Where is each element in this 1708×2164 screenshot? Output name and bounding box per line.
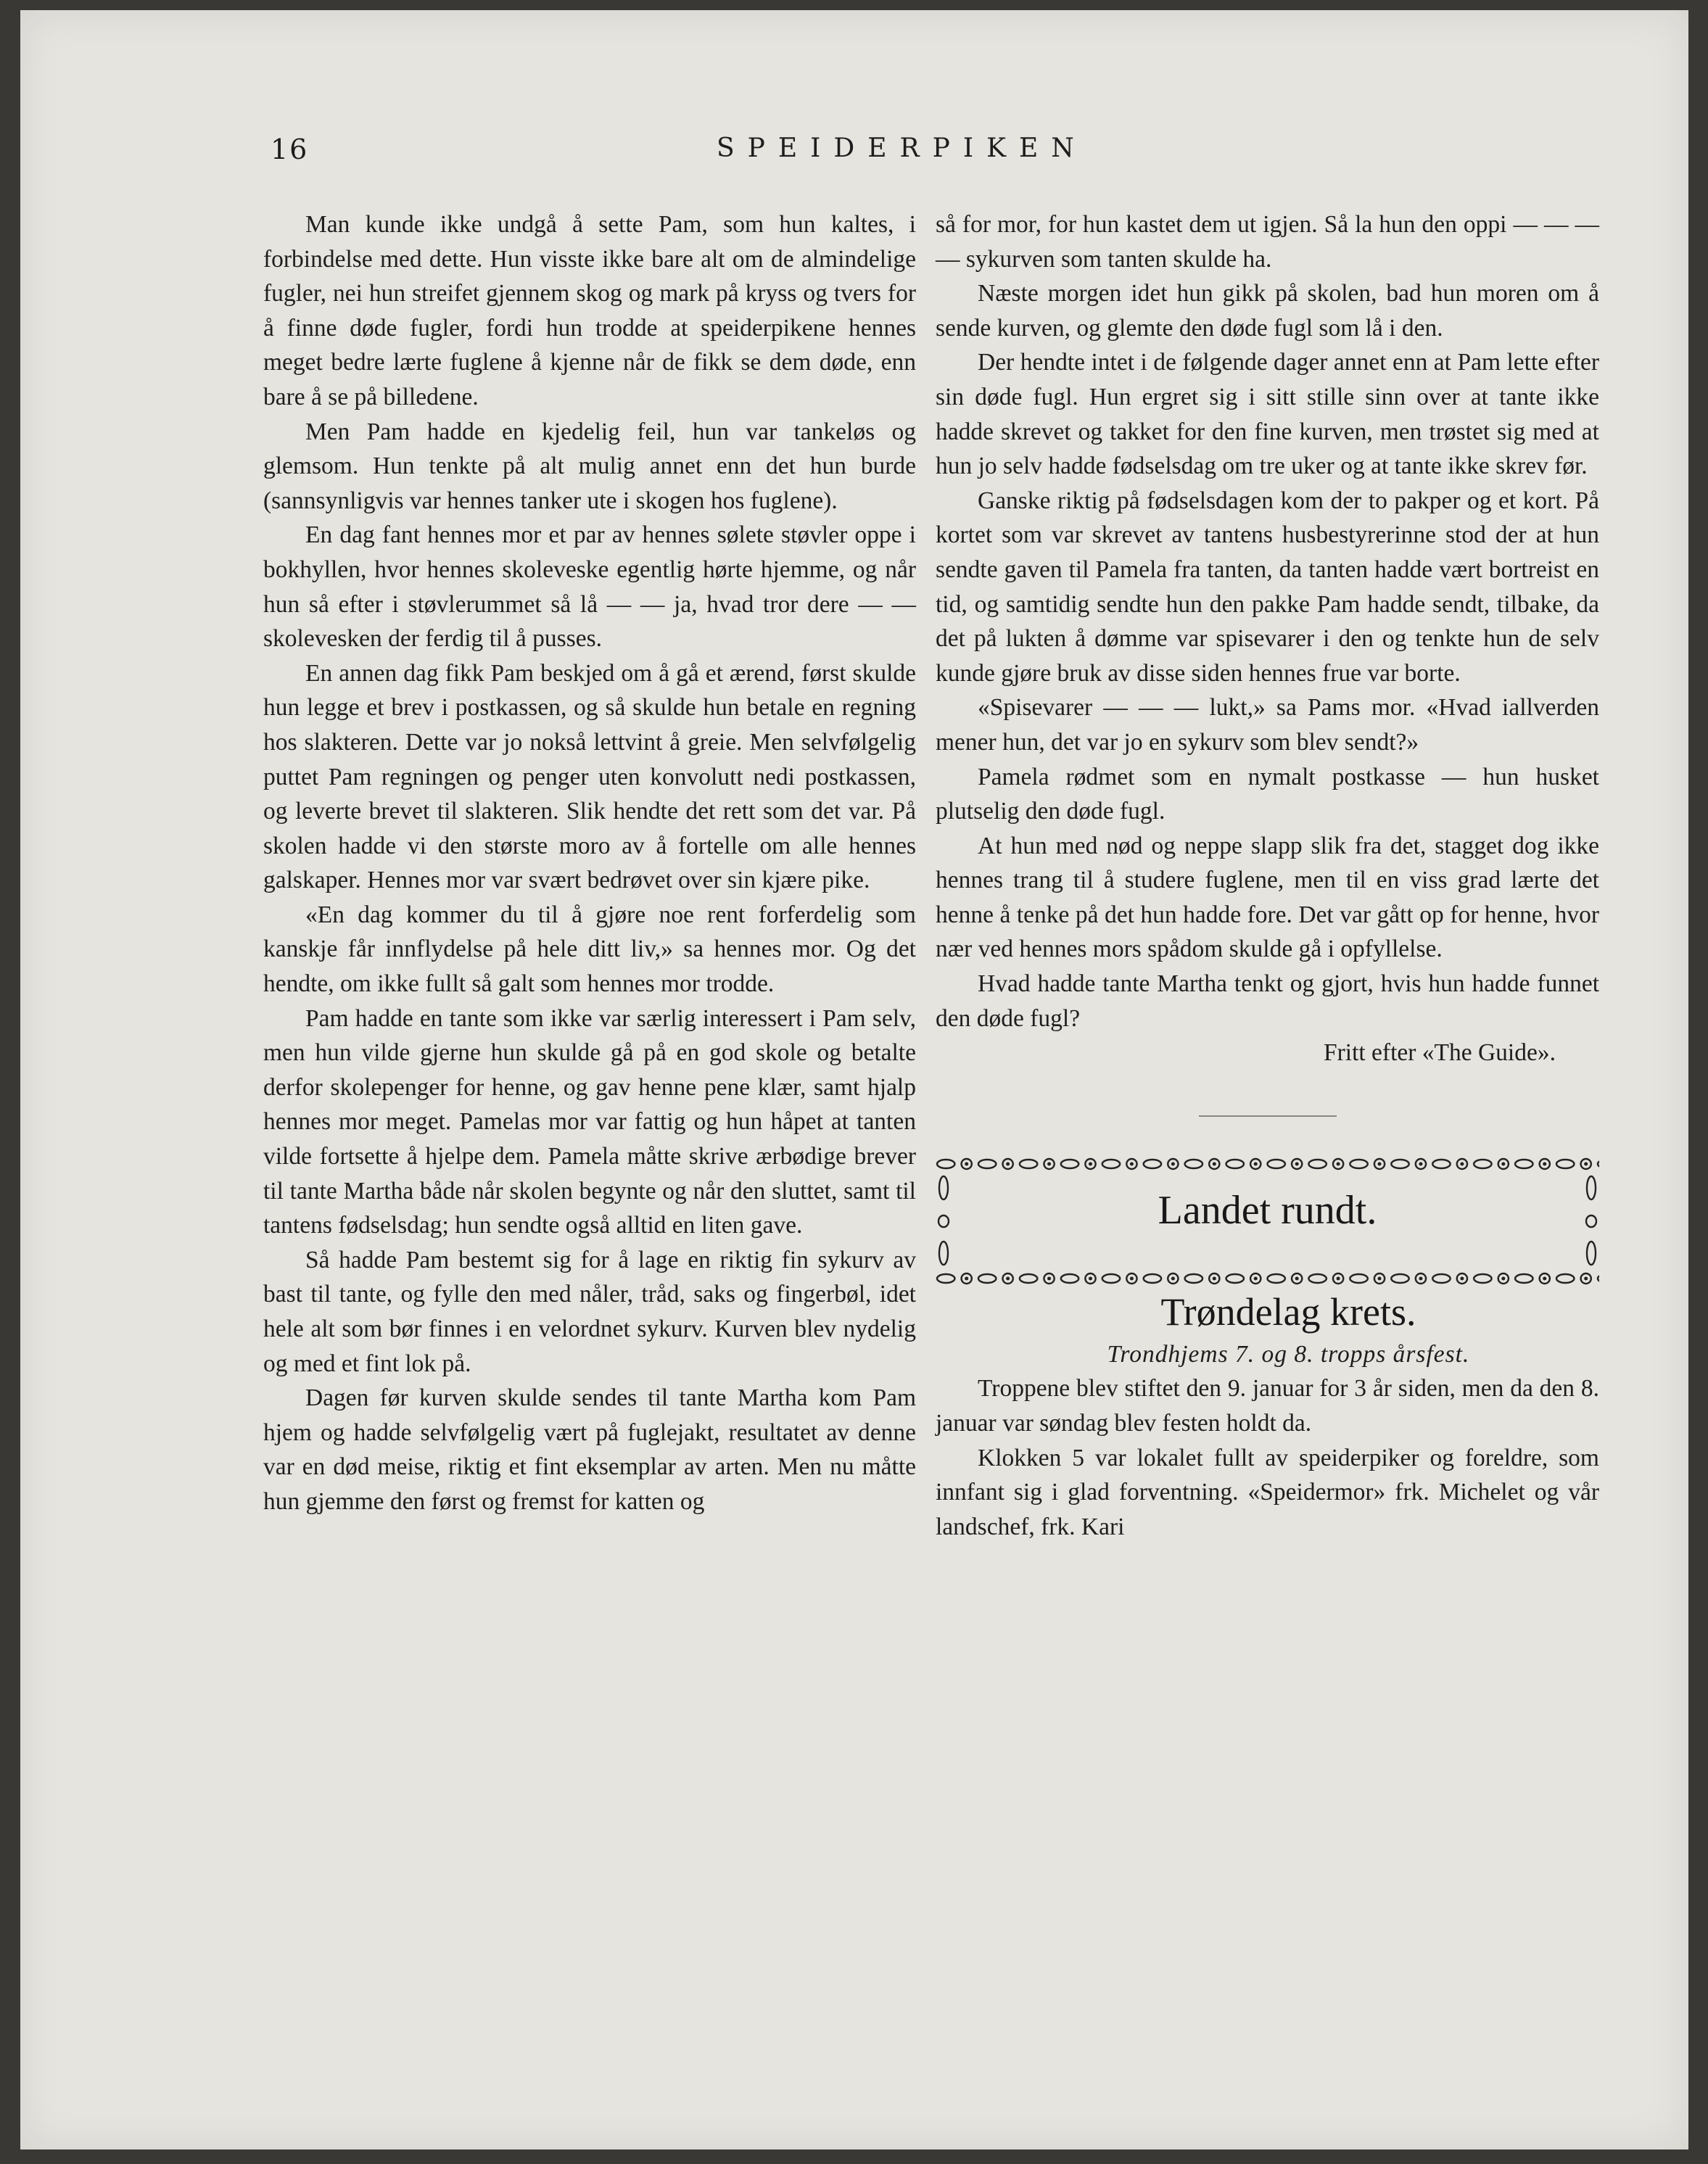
right-paragraph-4: «Spisevarer — — — lukt,» sa Pams mor. «Hvad iallverden mener hun, det var jo en sykurv som blev sendt?» bbox=[936, 694, 1599, 756]
right-paragraph-3: Ganske riktig på fødselsdagen kom der to pakper og et kort. På kortet som var skrevet av tantens husbestyrerinne stod der at hun sendte gaven til Pamela fra tanten, da tanten hadde vært bortreist en tid, og samtidig sendte hun den pakke Pam hadde sendt, tilbake, da det på lukten å dømme var spisevarer i den og tenkte hun de selv kunde gjøre bruk av disse siden hennes frue var borte. bbox=[936, 487, 1599, 687]
right-column bbox=[936, 207, 1599, 1544]
left-paragraph-5: «En dag kommer du til å gjøre noe rent forferdelig som kanskje får innflydelse på hele ditt liv,» sa hennes mor. Og det hendte, om ikke fullt så galt som hennes mor trodde. bbox=[263, 901, 916, 998]
section-paragraph-2: Klokken 5 var lokalet fullt av speiderpiker og foreldre, som innfant sig i glad forventning. «Speidermor» frk. Michelet og vår landschef, frk. Kari bbox=[936, 1444, 1599, 1540]
left-paragraph-1: Man kunde ikke undgå å sette Pam, som hun kaltes, i forbindelse med dette. Hun visste ikke bare alt om de almindelige fugler, nei hun streifet gjennem skog og mark på kryss og tvers for å finne døde fugler, fordi hun trodde at speiderpikene hennes meget bedre lærte fuglene å kjenne når de fikk se dem døde, enn bare å se på billedene. bbox=[263, 211, 916, 410]
journal-title: SPEIDERPIKEN bbox=[717, 133, 1087, 163]
running-head bbox=[20, 133, 1688, 177]
left-paragraph-4: En annen dag fikk Pam beskjed om å gå et ærend, først skulde hun legge et brev i postkassen, og så skulde hun betale en regning hos slakteren. Dette var jo nokså lettvint å greie. Men selvfølgelig puttet Pam regningen og penger uten konvolutt nedi postkassen, og leverte brevet til slakteren. Slik hendte det rett som det var. På skolen hadde vi den største moro av å fortelle om alle hennes galskaper. Hennes mor var svært bedrøvet over sin kjære pike. bbox=[263, 659, 916, 894]
attribution: Fritt efter «The Guide». bbox=[1323, 1039, 1556, 1067]
section-title: Trøndelag krets. bbox=[1160, 1289, 1416, 1334]
box-heading: Landet rundt. bbox=[1158, 1187, 1377, 1233]
left-column bbox=[263, 207, 916, 1519]
section-divider bbox=[1199, 1115, 1337, 1117]
left-paragraph-7: Så hadde Pam bestemt sig for å lage en riktig fin sykurv av bast til tante, og fylle den med nåler, tråd, saks og fingerbøl, idet hele alt som bør finnes i en velordnet sykurv. Kurven blev nydelig og med et fint lok på. bbox=[263, 1246, 916, 1377]
section-paragraph-1: Troppene blev stiftet den 9. januar for 3 år siden, men da den 8. januar var søndag blev festen holdt da. bbox=[936, 1375, 1599, 1437]
left-paragraph-3: En dag fant hennes mor et par av hennes sølete støvler oppe i bokhyllen, hvor hennes skoleveske egentlig hørte hjemme, og når hun så efter i støvlerummet så lå — — ja, hvad tror dere — — skolevesken der ferdig til å pusses. bbox=[263, 521, 916, 653]
chain-border-bottom bbox=[936, 1271, 1599, 1287]
magazine-page bbox=[20, 10, 1688, 2149]
right-paragraph-6: At hun med nød og neppe slapp slik fra det, stagget dog ikke hennes trang til å studere fuglene, men til en viss grad lærte det henne å tenke på det hun hadde fore. Det var gått op for henne, hvor nær ved hennes mors spådom skulde gå i opfyllelse. bbox=[936, 832, 1599, 963]
section-subheading: Trondhjems 7. og 8. tropps årsfest. bbox=[1107, 1340, 1470, 1368]
ornamental-frame bbox=[936, 1156, 1599, 1287]
page-number: 16 bbox=[271, 133, 309, 165]
left-paragraph-6: Pam hadde en tante som ikke var særlig interessert i Pam selv, men hun vilde gjerne hun skulde gå på en god skole og betalte derfor skolepenger for henne, og gav henne pene klær, samt hjalp hennes mor meget. Pamelas mor var fattig og hun håpet at tanten vilde fortsette å hjelpe dem. Pamela måtte skrive ærbødige brever til tante Martha både når skolen begynte og når den sluttet, samt til tantens fødselsdag; hun sendte også alltid en liten gave. bbox=[263, 1004, 916, 1239]
right-continuation: så for mor, for hun kastet dem ut igjen. Så la hun den oppi — — — — sykurven som tanten skulde ha. bbox=[936, 211, 1599, 273]
chain-border-top bbox=[936, 1156, 1599, 1172]
right-paragraph-5: Pamela rødmet som en nymalt postkasse — hun husket plutselig den døde fugl. bbox=[936, 763, 1599, 825]
right-paragraph-1: Næste morgen idet hun gikk på skolen, bad hun moren om å sende kurven, og glemte den døde fugl som lå i den. bbox=[936, 280, 1599, 342]
left-paragraph-8: Dagen før kurven skulde sendes til tante Martha kom Pam hjem og hadde selvfølgelig vært på fuglejakt, resultatet av denne var en død meise, riktig et fint eksemplar av arten. Men nu måtte hun gjemme den først og fremst for katten og bbox=[263, 1384, 916, 1515]
left-paragraph-2: Men Pam hadde en kjedelig feil, hun var tankeløs og glemsom. Hun tenkte på alt mulig annet enn det hun burde (sannsynligvis var hennes tanker ute i skogen hos fuglene). bbox=[263, 418, 916, 514]
right-paragraph-2: Der hendte intet i de følgende dager annet enn at Pam lette efter sin døde fugl. Hun ergret sig i sitt stille sinn over at tante ikke hadde skrevet og takket for den fine kurven, men trøstet sig med at hun jo selv hadde fødselsdag om tre uker og at tante ikke skrev før. bbox=[936, 349, 1599, 480]
right-paragraph-7: Hvad hadde tante Martha tenkt og gjort, hvis hun hadde funnet den døde fugl? bbox=[936, 970, 1599, 1032]
